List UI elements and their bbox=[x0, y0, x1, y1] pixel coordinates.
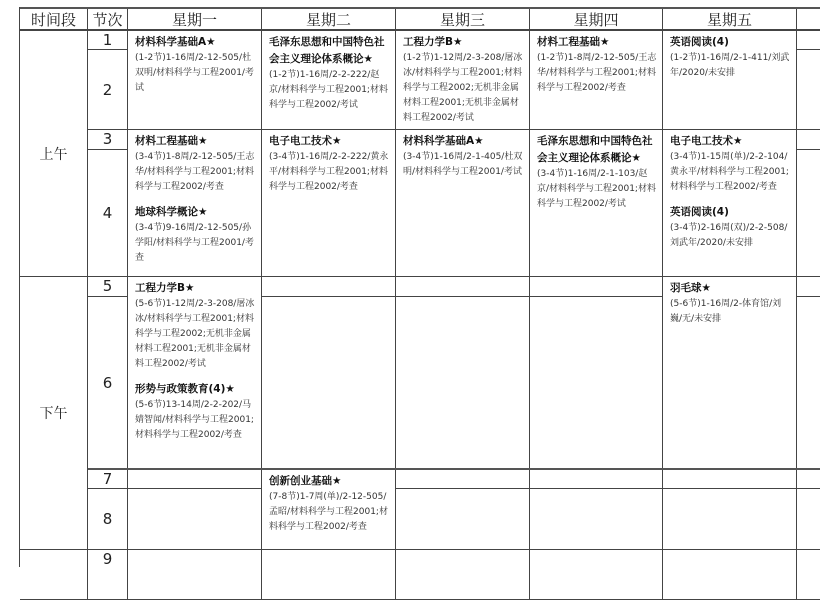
course-detail: (5-6节)13-14周/2-2-202/马婧智闻/材料科学与工程2001;材料科学与工程2002/考查 bbox=[135, 400, 254, 440]
empty-cell[interactable] bbox=[128, 470, 262, 489]
course-detail: (1-2节)1-16周/2-1-411/刘武年/2020/未安排 bbox=[670, 53, 790, 78]
empty-cell[interactable] bbox=[530, 277, 663, 297]
session-label bbox=[20, 550, 88, 600]
header-period: 节次 bbox=[88, 9, 128, 31]
course-title: 形势与政策教育(4)★ bbox=[135, 383, 235, 395]
header-day: 星期三 bbox=[396, 9, 530, 31]
course-detail: (5-6节)1-16周/2-体育馆/刘巍/无/未安排 bbox=[670, 299, 782, 324]
course-title: 毛泽东思想和中国特色社会主义理论体系概论★ bbox=[537, 135, 653, 164]
course-detail: (3-4节)1-16周/2-2-222/黄永平/材料科学与工程2001;材料科学与工程2002/考查 bbox=[269, 152, 389, 192]
empty-cell[interactable] bbox=[530, 470, 663, 489]
course-cell[interactable] bbox=[128, 277, 262, 470]
course-detail: (3-4节)1-15周(单)/2-2-104/黄永平/材料科学与工程2001;材料科学与工程2002/考查 bbox=[670, 152, 789, 192]
course-detail: (1-2节)1-16周/2-2-222/赵京/材料科学与工程2001;材料科学与工程2002/考试 bbox=[269, 70, 388, 110]
course-title: 电子电工技术★ bbox=[670, 135, 743, 147]
extra-column-cell bbox=[797, 550, 820, 600]
course-detail: (1-2节)1-16周/2-12-505/杜双明/材料科学与工程2001/考试 bbox=[135, 53, 254, 93]
period-number: 4 bbox=[88, 150, 128, 277]
header-session: 时间段 bbox=[20, 9, 88, 31]
course-title: 工程力学B★ bbox=[135, 282, 195, 294]
period-number: 3 bbox=[88, 130, 128, 150]
extra-column-cell bbox=[797, 470, 820, 489]
course-cell[interactable] bbox=[262, 31, 396, 130]
course-cell[interactable] bbox=[128, 31, 262, 130]
course-detail: (5-6节)1-12周/2-3-208/屠冰冰/材料科学与工程2001;材料科学与工程2002;无机非金属材料工程2001;无机非金属材料工程2002/考试 bbox=[135, 299, 255, 369]
period-number: 6 bbox=[88, 297, 128, 470]
empty-cell[interactable] bbox=[530, 489, 663, 550]
header-day: 星期二 bbox=[262, 9, 396, 31]
course-title: 毛泽东思想和中国特色社会主义理论体系概论★ bbox=[269, 36, 385, 65]
header-day: 星期一 bbox=[128, 9, 262, 31]
course-title: 羽毛球★ bbox=[670, 282, 711, 294]
course-cell[interactable] bbox=[530, 130, 663, 277]
course-cell[interactable] bbox=[262, 130, 396, 277]
session-label: 上午 bbox=[20, 31, 88, 277]
session-label: 下午 bbox=[20, 277, 88, 550]
empty-cell[interactable] bbox=[530, 550, 663, 600]
course-title: 地球科学概论★ bbox=[135, 206, 208, 218]
course-cell[interactable] bbox=[663, 277, 797, 470]
empty-cell[interactable] bbox=[262, 550, 396, 600]
header-day: 星期四 bbox=[530, 9, 663, 31]
empty-cell[interactable] bbox=[262, 277, 396, 297]
course-title: 英语阅读(4) bbox=[670, 206, 729, 218]
course-title: 工程力学B★ bbox=[403, 36, 463, 48]
extra-column-cell bbox=[797, 489, 820, 550]
empty-cell[interactable] bbox=[396, 550, 530, 600]
empty-cell[interactable] bbox=[262, 297, 396, 470]
empty-cell[interactable] bbox=[396, 297, 530, 470]
course-detail: (3-4节)1-16周/2-1-103/赵京/材料科学与工程2001;材料科学与工程2002/考试 bbox=[537, 169, 656, 209]
course-cell[interactable] bbox=[396, 31, 530, 130]
course-detail: (1-2节)1-12周/2-3-208/屠冰冰/材料科学与工程2001;材料科学与工程2002;无机非金属材料工程2001;无机非金属材料工程2002/考试 bbox=[403, 53, 523, 123]
course-title: 材料工程基础★ bbox=[135, 135, 208, 147]
empty-cell[interactable] bbox=[128, 550, 262, 600]
course-cell[interactable] bbox=[128, 130, 262, 277]
empty-cell[interactable] bbox=[396, 470, 530, 489]
course-detail: (1-2节)1-8周/2-12-505/王志华/材料科学与工程2001;材料科学与工程2002/考查 bbox=[537, 53, 657, 93]
empty-cell[interactable] bbox=[396, 277, 530, 297]
period-number: 1 bbox=[88, 31, 128, 50]
divider bbox=[88, 468, 820, 470]
course-title: 电子电工技术★ bbox=[269, 135, 342, 147]
course-detail: (7-8节)1-7周(单)/2-12-505/孟昭/材料科学与工程2001;材料科学与工程2002/考查 bbox=[269, 492, 388, 532]
period-number: 8 bbox=[88, 489, 128, 550]
course-cell[interactable] bbox=[663, 31, 797, 130]
course-detail: (3-4节)1-8周/2-12-505/王志华/材料科学与工程2001;材料科学与工程2002/考查 bbox=[135, 152, 255, 192]
empty-cell[interactable] bbox=[396, 489, 530, 550]
course-title: 材料科学基础A★ bbox=[403, 135, 484, 147]
empty-cell[interactable] bbox=[663, 470, 797, 489]
header-extra bbox=[797, 9, 820, 31]
course-detail: (3-4节)2-16周(双)/2-2-508/刘武年/2020/未安排 bbox=[670, 223, 788, 248]
course-cell[interactable] bbox=[396, 130, 530, 277]
extra-column-cell bbox=[797, 130, 820, 150]
extra-column-cell bbox=[797, 50, 820, 130]
extra-column-cell bbox=[797, 31, 820, 50]
period-number: 9 bbox=[88, 550, 128, 600]
period-number: 7 bbox=[88, 470, 128, 489]
extra-column-cell bbox=[797, 150, 820, 277]
course-title: 英语阅读(4) bbox=[670, 36, 729, 48]
extra-column-cell bbox=[797, 297, 820, 470]
course-title: 材料工程基础★ bbox=[537, 36, 610, 48]
empty-cell[interactable] bbox=[663, 489, 797, 550]
empty-cell[interactable] bbox=[128, 489, 262, 550]
course-detail: (3-4节)9-16周/2-12-505/孙学阳/材料科学与工程2001/考查 bbox=[135, 223, 254, 263]
period-number: 5 bbox=[88, 277, 128, 297]
course-title: 创新创业基础★ bbox=[269, 475, 342, 487]
course-cell[interactable] bbox=[530, 31, 663, 130]
course-cell[interactable] bbox=[663, 130, 797, 277]
empty-cell[interactable] bbox=[530, 297, 663, 470]
course-detail: (3-4节)1-16周/2-1-405/杜双明/材料科学与工程2001/考试 bbox=[403, 152, 523, 177]
period-number: 2 bbox=[88, 50, 128, 130]
empty-cell[interactable] bbox=[663, 550, 797, 600]
course-title: 材料科学基础A★ bbox=[135, 36, 216, 48]
course-cell[interactable] bbox=[262, 470, 396, 550]
header-day: 星期五 bbox=[663, 9, 797, 31]
extra-column-cell bbox=[797, 277, 820, 297]
